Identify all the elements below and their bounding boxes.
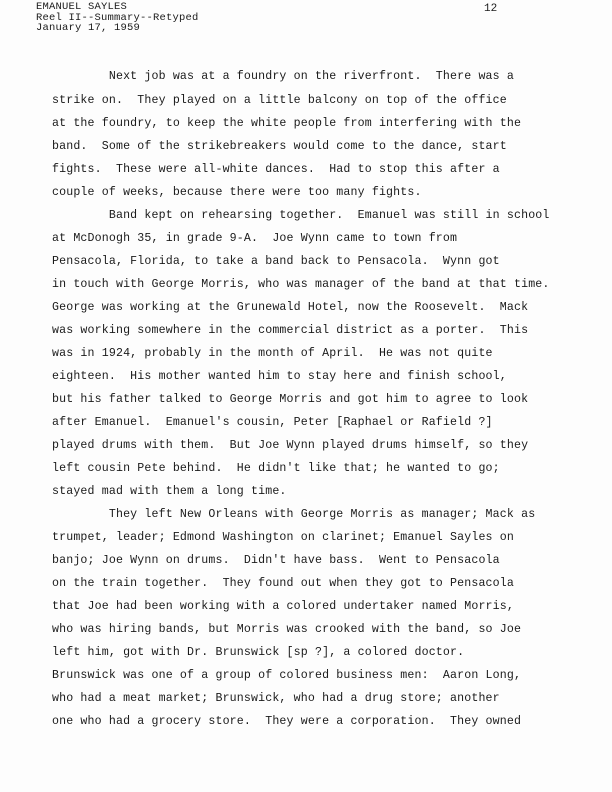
text-line: that Joe had been working with a colored undertaker named Morris, xyxy=(52,600,514,613)
header-date: January 17, 1959 xyxy=(36,22,141,34)
text-line: Band kept on rehearsing together. Emanuel was still in school xyxy=(52,209,550,222)
text-line: who was hiring bands, but Morris was crooked with the band, so Joe xyxy=(52,623,522,636)
text-line: left him, got with Dr. Brunswick [sp ?], a colored doctor. xyxy=(52,646,465,659)
text-line: at the foundry, to keep the white people from interfering with the xyxy=(52,117,522,130)
text-line: after Emanuel. Emanuel's cousin, Peter [Raphael or Rafield ?] xyxy=(52,416,493,429)
text-line: left cousin Pete behind. He didn't like that; he wanted to go; xyxy=(52,462,500,475)
text-line: Brunswick was one of a group of colored business men: Aaron Long, xyxy=(52,669,522,682)
text-line: trumpet, leader; Edmond Washington on clarinet; Emanuel Sayles on xyxy=(52,531,514,544)
text-line: fights. These were all-white dances. Had to stop this after a xyxy=(52,163,500,176)
text-line: played drums with them. But Joe Wynn played drums himself, so they xyxy=(52,439,529,452)
text-line: Pensacola, Florida, to take a band back to Pensacola. Wynn got xyxy=(52,255,500,268)
document-header xyxy=(36,2,199,34)
text-line: band. Some of the strikebreakers would come to the dance, start xyxy=(52,140,507,153)
header-reel: Reel II--Summary--Retyped xyxy=(36,11,199,24)
header-name: EMANUEL SAYLES xyxy=(36,1,128,13)
text-line: in touch with George Morris, who was manager of the band at that time. xyxy=(52,278,550,291)
text-line: who had a meat market; Brunswick, who had a drug store; another xyxy=(52,692,500,705)
text-line: was in 1924, probably in the month of April. He was not quite xyxy=(52,347,493,360)
text-line: was working somewhere in the commercial district as a porter. This xyxy=(52,324,529,337)
text-line: Next job was at a foundry on the riverfront. There was a xyxy=(52,70,514,83)
text-line: stayed mad with them a long time. xyxy=(52,485,287,498)
text-line: banjo; Joe Wynn on drums. Didn't have bass. Went to Pensacola xyxy=(52,554,500,567)
text-line: on the train together. They found out when they got to Pensacola xyxy=(52,577,514,590)
text-line: George was working at the Grunewald Hotel, now the Roosevelt. Mack xyxy=(52,301,529,314)
text-line: but his father talked to George Morris and got him to agree to look xyxy=(52,393,529,406)
text-line: They left New Orleans with George Morris as manager; Mack as xyxy=(52,508,536,521)
text-line: one who had a grocery store. They were a corporation. They owned xyxy=(52,715,522,728)
text-line: strike on. They played on a little balcony on top of the office xyxy=(52,94,507,107)
page-number: 12 xyxy=(484,3,498,15)
text-line: at McDonogh 35, in grade 9-A. Joe Wynn came to town from xyxy=(52,232,458,245)
text-line: couple of weeks, because there were too many fights. xyxy=(52,186,422,199)
text-line: eighteen. His mother wanted him to stay here and finish school, xyxy=(52,370,507,383)
